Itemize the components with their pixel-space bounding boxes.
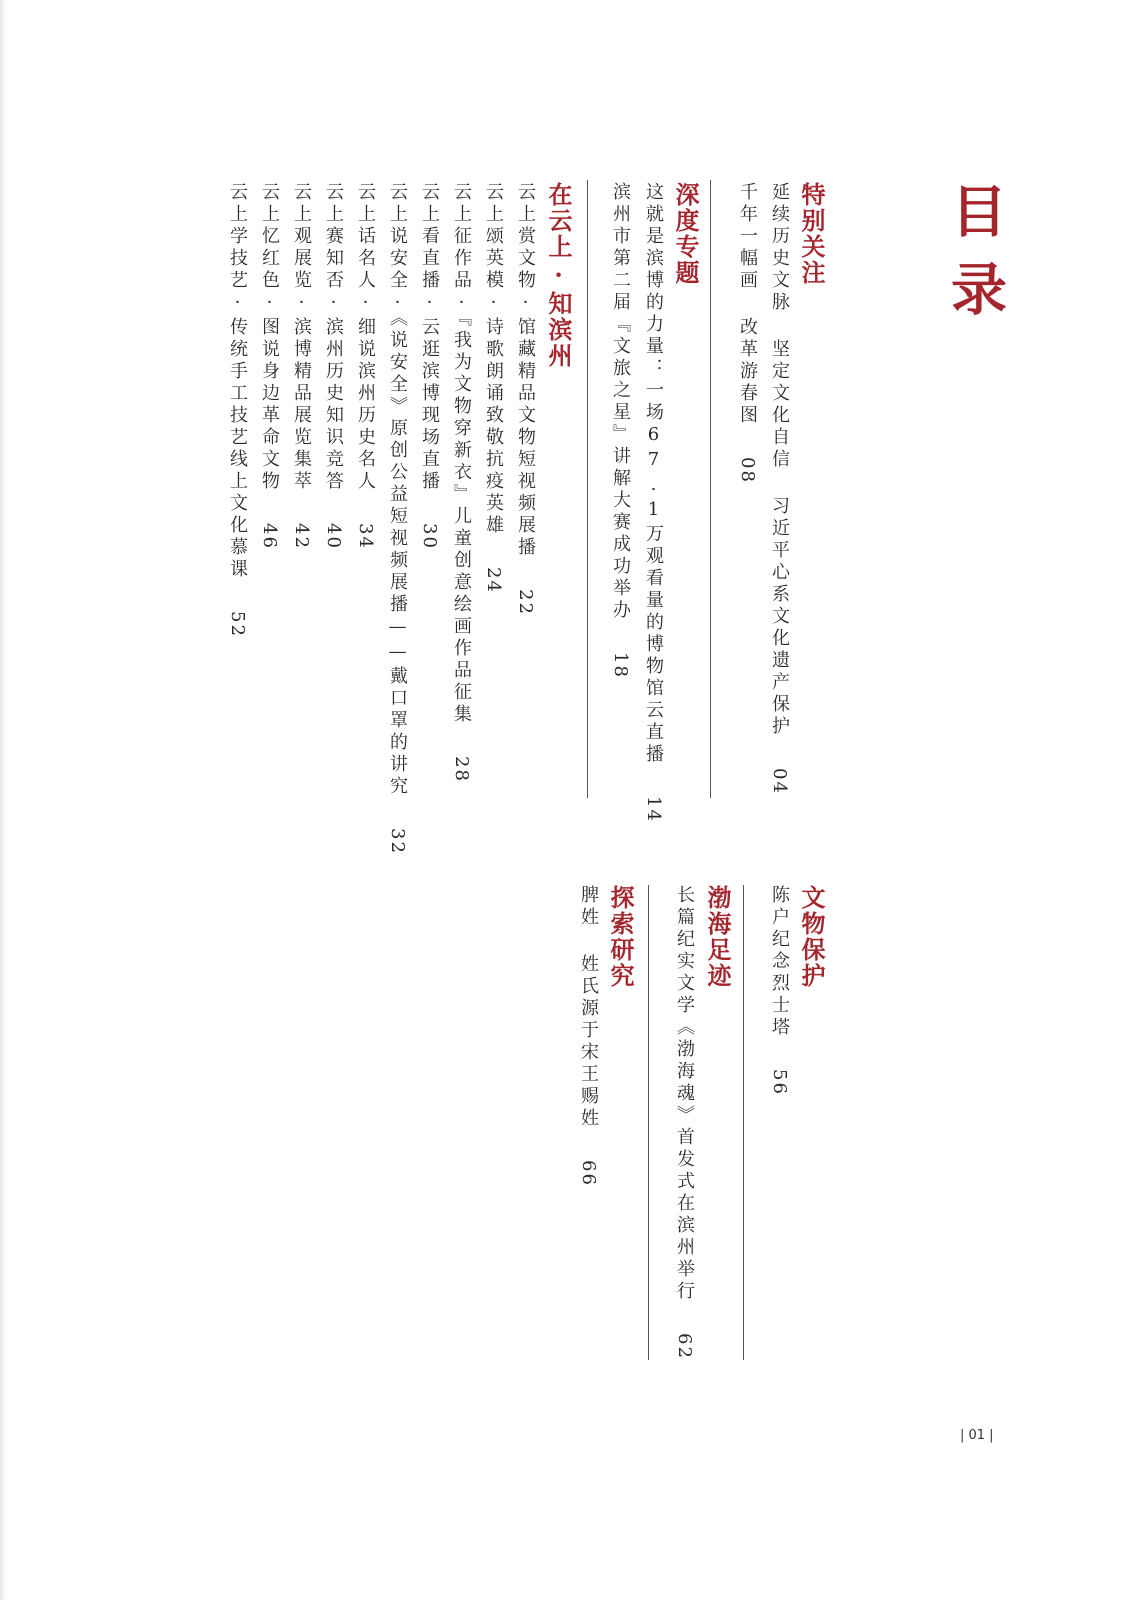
toc-entry[interactable] [671,885,697,1360]
toc-entry-page: 32 [387,828,408,855]
toc-entry-text: 云上学技艺·传统手工技艺线上文化慕课 [227,182,248,581]
divider-line [648,885,649,1360]
toc-entry-text: 云上征作品·『我为文物穿新衣』儿童创意绘画作品征集 [451,182,472,726]
toc-entry[interactable] [575,885,601,1187]
toc-entry-page: 40 [323,523,344,550]
divider-line [743,885,744,1360]
toc-entry[interactable] [416,182,442,550]
toc-entry-text: 云上话名人·细说滨州历史名人 [355,182,376,493]
toc-entry[interactable] [224,182,250,638]
toc-entry-text: 云上颂英模·诗歌朗诵致敬抗疫英雄 [483,182,504,537]
toc-entry-page: 18 [610,652,631,679]
toc-entry[interactable] [256,182,282,550]
toc-entry-page: 42 [291,523,312,550]
section-title-depth: 深度专题 [671,182,700,286]
toc-entry-text: 云上观展览·滨博精品展览集萃 [291,182,312,493]
toc-entry-page: 56 [769,1069,790,1096]
page-title: 目录 [942,182,1008,338]
toc-entry[interactable] [640,182,666,823]
section-title-cloud: 在云上·知滨州 [544,182,573,369]
toc-entry[interactable] [448,182,474,783]
toc-entry[interactable] [320,182,346,550]
toc-entry-page: 14 [643,796,664,823]
toc-entry[interactable] [734,182,760,484]
toc-entry-page: 04 [769,768,790,795]
divider-line [587,180,588,798]
toc-entry-page: 66 [578,1160,599,1187]
toc-entry-text: 滨州市第二届『文旅之星』讲解大赛成功举办 [610,182,631,622]
section-title-research: 探索研究 [606,885,635,989]
toc-entry-text: 云上看直播·云逛滨博现场直播 [419,182,440,493]
toc-entry-text: 陈户纪念烈士塔 [769,885,790,1039]
toc-entry[interactable] [288,182,314,550]
toc-entry-page: 52 [227,611,248,638]
toc-entry-text: 延续历史文脉 坚定文化自信 习近平心系文化遗产保护 [769,182,790,738]
page-edge [0,0,6,1600]
toc-entry[interactable] [512,182,538,616]
toc-entry-page: 08 [737,457,758,484]
toc-entry[interactable] [384,182,410,855]
section-title-relic-protection: 文物保护 [797,885,826,989]
toc-entry-page: 34 [355,523,376,550]
toc-entry[interactable] [480,182,506,594]
section-title-special: 特别关注 [797,182,826,286]
divider-line [710,180,711,798]
toc-entry-page: 24 [483,567,504,594]
toc-entry-text: 千年一幅画 改革游春图 [737,182,758,427]
toc-entry-page: 28 [451,756,472,783]
toc-entry[interactable] [766,885,792,1096]
toc-entry[interactable] [607,182,633,679]
toc-entry-text: 长篇纪实文学《渤海魂》首发式在滨州举行 [674,885,695,1303]
toc-entry-page: 22 [515,589,536,616]
toc-entry-text: 云上赛知否·滨州历史知识竞答 [323,182,344,493]
page-folio: | 01 | [960,1428,994,1443]
section-title-bohai: 渤海足迹 [703,885,732,989]
toc-entry-text: 云上忆红色·图说身边革命文物 [259,182,280,493]
toc-entry-text: 云上说安全·《说安全》原创公益短视频展播——戴口罩的讲究 [387,182,408,798]
toc-entry[interactable] [352,182,378,550]
toc-entry-page: 46 [259,523,280,550]
toc-entry-page: 30 [419,523,440,550]
toc-entry-text: 云上赏文物·馆藏精品文物短视频展播 [515,182,536,559]
toc-entry[interactable] [766,182,792,795]
toc-entry-text: 脾姓 姓氏源于宋王赐姓 [578,885,599,1130]
toc-entry-text: 这就是滨博的力量：一场67.1万观看量的博物馆云直播 [643,182,664,766]
toc-entry-page: 62 [674,1333,695,1360]
